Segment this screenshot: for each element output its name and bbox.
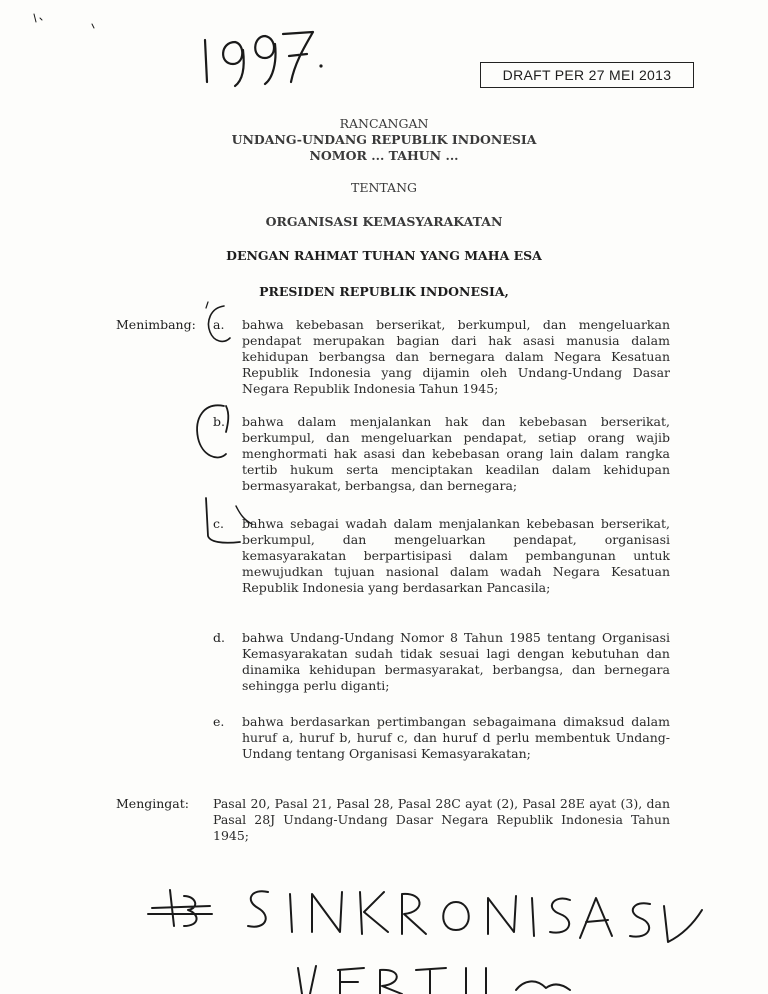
handwritten-bracket-c [200, 496, 260, 556]
law-subject: ORGANISASI KEMASYARAKATAN [265, 214, 503, 229]
handwritten-circle-b [190, 398, 240, 468]
mengingat-label: Mengingat: [116, 796, 189, 811]
presiden-line: PRESIDEN REPUBLIK INDONESIA, [259, 284, 509, 299]
mengingat-text: Pasal 20, Pasal 21, Pasal 28, Pasal 28C ayat (2), Pasal 28E ayat (3), dan Pasal 28J Undang-Undang Dasar Negara Republik Indonesia Tahun 1945; [213, 796, 670, 843]
consideration-e: bahwa berdasarkan pertimbangan sebagaimana dimaksud dalam huruf a, huruf b, huruf c, dan huruf d perlu membentuk Undang-Undang tentang Organisasi Kemasyarakatan; [242, 714, 670, 761]
item-letter-d: d. [213, 630, 225, 645]
law-title: UNDANG-UNDANG REPUBLIK INDONESIA [231, 132, 537, 147]
law-number: NOMOR ... TAHUN ... [309, 148, 459, 163]
item-letter-c: c. [213, 516, 224, 531]
rahmat-line: DENGAN RAHMAT TUHAN YANG MAHA ESA [226, 248, 542, 263]
consideration-a: bahwa kebebasan berserikat, berkumpul, dan mengeluarkan pendapat merupakan bagian dari hak asasi manusia dalam kehidupan berbangsa dan bernegara dalam Negara Kesatuan Republik Indonesia yang dijamin oleh Undang-Undang Dasar Negara Republik Indonesia Tahun 1945; [242, 317, 670, 396]
tentang-heading: TENTANG [350, 180, 417, 195]
item-letter-b: b. [213, 414, 225, 429]
consideration-b: bahwa dalam menjalankan hak dan kebebasan berserikat, berkumpul, dan mengeluarkan pendapat, setiap orang wajib menghormati hak asasi dan kebebasan orang lain dalam rangka tertib hukum serta menciptakan keadilan dalam kehidupan bermasyarakat, berbangsa, dan bernegara; [242, 414, 670, 493]
scan-marks [30, 10, 100, 40]
consideration-d: bahwa Undang-Undang Nomor 8 Tahun 1985 tentang Organisasi Kemasyarakatan sudah tidak sesuai lagi dengan kebutuhan dan dinamika kehidupan bermasyarakat, berbangsa, dan bernegara sehingga perlu diganti; [242, 630, 670, 693]
handwritten-number [195, 22, 325, 92]
menimbang-label: Menimbang: [116, 317, 196, 332]
consideration-c: bahwa sebagai wadah dalam menjalankan kebebasan berserikat, berkumpul, dan mengeluarkan pendapat, organisasi kemasyarakatan berpartisipasi dalam pembangunan untuk mewujudkan tujuan nasional dalam wadah Negara Kesatuan Republik Indonesia yang berdasarkan Pancasila; [242, 516, 670, 595]
item-letter-a: a. [213, 317, 225, 332]
handwritten-circle-a [200, 300, 240, 350]
item-letter-e: e. [213, 714, 225, 729]
doc-type: RANCANGAN [339, 116, 429, 131]
draft-stamp: DRAFT PER 27 MEI 2013 [480, 62, 694, 88]
handwritten-sinkronisasi [140, 870, 720, 994]
